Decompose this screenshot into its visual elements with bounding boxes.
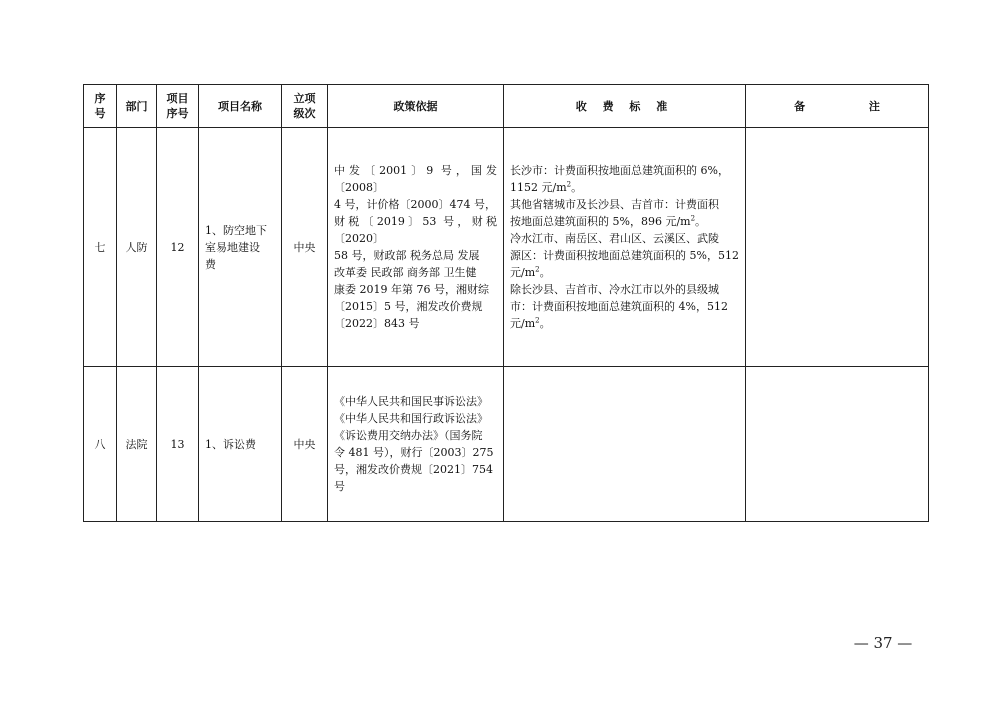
header-item-name: 项目名称: [199, 85, 282, 128]
standard-line: 冷水江市、南岳区、君山区、云溪区、武陵 源区：计费面积按地面总建筑面积的 5%，512 元$/m^2$。: [510, 232, 739, 279]
header-level: 立项 级次: [282, 85, 328, 128]
header-item-no: 项目 序号: [157, 85, 199, 128]
cell-basis: 中发〔2001〕9 号，国发〔2008〕 4 号，计价格〔2000〕474 号， 财税〔2019〕53 号，财税〔2020〕 58 号，财政部 税务总局 发展 改革委 民政部 商务部 卫生健 康委 2019 年第 76 号，湘财综 〔2015〕5 号，湘发改价费规 〔2022〕843 号: [328, 128, 504, 367]
cell-basis: 《中华人民共和国民事诉讼法》 《中华人民共和国行政诉讼法》 《诉讼费用交纳办法》（国务院 令 481 号），财行〔2003〕275 号，湘发改价费规〔2021〕754 号: [328, 367, 504, 522]
cell-seq: 七: [84, 128, 117, 367]
standard-line: 长沙市：计费面积按地面总建筑面积的 6%， 1152 元$/m^2$。: [510, 164, 729, 194]
table-row: [84, 128, 929, 367]
fee-table: [83, 84, 929, 522]
table-row: [84, 367, 929, 522]
cell-item-no: 13: [157, 367, 199, 522]
cell-seq: 八: [84, 367, 117, 522]
header-basis: 政策依据: [328, 85, 504, 128]
standard-line: 除长沙县、吉首市、冷水江市以外的县级城 市：计费面积按地面总建筑面积的 4%，512 元$/m^2$。: [510, 283, 728, 330]
cell-dept: 法院: [117, 367, 157, 522]
header-seq: 序 号: [84, 85, 117, 128]
header-remark: 备 注: [746, 85, 929, 128]
cell-level: 中央: [282, 367, 328, 522]
standard-line: 其他省辖城市及长沙县、吉首市：计费面积 按地面总建筑面积的 5%，896 元$/m^2$。: [510, 198, 719, 228]
page-number: — 37 —: [853, 634, 913, 652]
cell-level: 中央: [282, 128, 328, 367]
header-standard: 收 费 标 准: [504, 85, 746, 128]
cell-remark: [746, 367, 929, 522]
cell-item-name: 1、防空地下 室易地建设 费: [199, 128, 282, 367]
cell-standard: [504, 367, 746, 522]
header-row: [84, 85, 929, 128]
cell-item-no: 12: [157, 128, 199, 367]
cell-item-name: 1、诉讼费: [199, 367, 282, 522]
cell-standard: [504, 128, 746, 367]
cell-remark: [746, 128, 929, 367]
header-dept: 部门: [117, 85, 157, 128]
cell-dept: 人防: [117, 128, 157, 367]
